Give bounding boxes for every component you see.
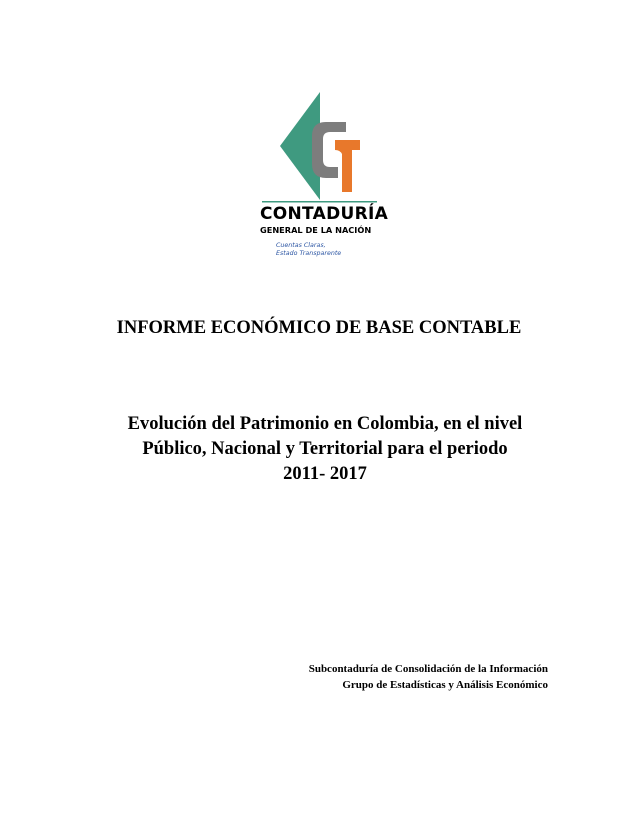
credits-line-1: Subcontaduría de Consolidación de la Información: [308, 663, 548, 675]
subtitle-line-3: 2011- 2017: [283, 464, 367, 484]
logo-slogan-line1: Cuentas Claras,: [276, 242, 326, 249]
contaduria-emblem-icon: [276, 92, 366, 200]
logo-slogan-line2: Estado Transparente: [276, 250, 342, 257]
subtitle-line-1: Evolución del Patrimonio en Colombia, en el nivel: [127, 414, 523, 434]
logo-name: CONTADURÍA: [260, 204, 389, 224]
report-subtitle: [90, 412, 560, 487]
subtitle-line-2: Público, Nacional y Territorial para el periodo: [142, 439, 508, 459]
logo-slogan: [276, 242, 341, 258]
credits-line-2: Grupo de Estadísticas y Análisis Económico: [342, 679, 548, 691]
report-credits: [309, 661, 548, 693]
report-title: INFORME ECONÓMICO DE BASE CONTABLE: [116, 318, 522, 338]
contaduria-logo: [258, 92, 389, 267]
logo-divider: [262, 201, 377, 203]
logo-subname: GENERAL DE LA NACIÓN: [260, 225, 372, 235]
